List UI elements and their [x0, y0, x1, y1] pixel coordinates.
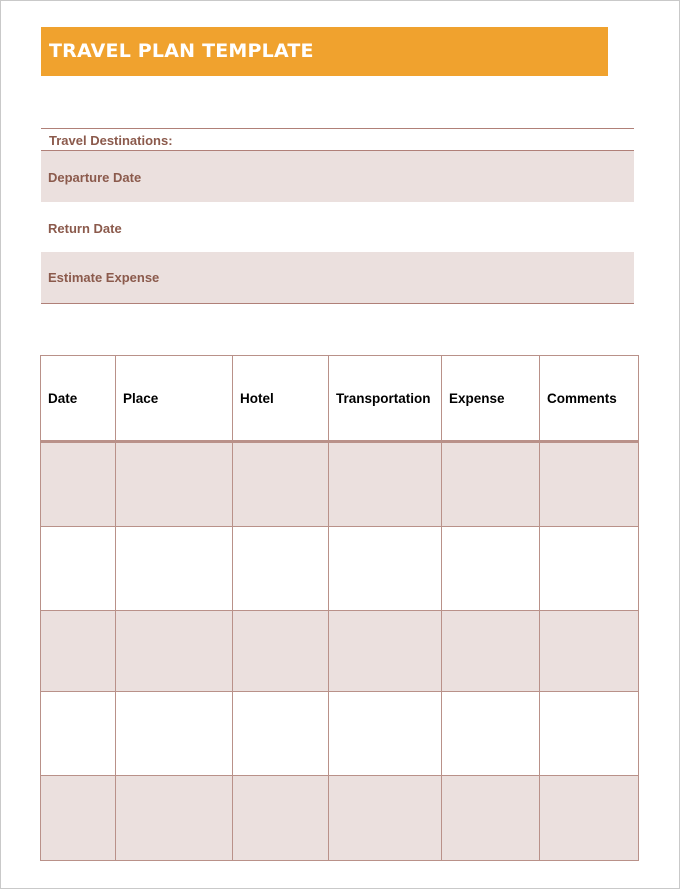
table-cell[interactable]: [41, 442, 116, 527]
column-header-hotel: Hotel: [233, 356, 329, 442]
itinerary-table: [40, 355, 639, 861]
table-row: [41, 776, 639, 861]
page-title: TRAVEL PLAN TEMPLATE: [49, 40, 314, 62]
destinations-label: Travel Destinations:: [49, 133, 173, 148]
destinations-row[interactable]: [41, 129, 634, 151]
table-row: [41, 692, 639, 776]
title-banner: [41, 27, 608, 76]
table-cell[interactable]: [540, 692, 639, 776]
column-header-comments: Comments: [540, 356, 639, 442]
table-row: [41, 442, 639, 527]
table-cell[interactable]: [442, 527, 540, 611]
expense-label: Estimate Expense: [48, 270, 160, 285]
column-header-transportation: Transportation: [329, 356, 442, 442]
table-cell[interactable]: [116, 442, 233, 527]
table-cell[interactable]: [233, 776, 329, 861]
table-cell[interactable]: [41, 611, 116, 692]
table-cell[interactable]: [116, 692, 233, 776]
expense-row[interactable]: [41, 252, 634, 304]
column-header-date: Date: [41, 356, 116, 442]
table-cell[interactable]: [41, 776, 116, 861]
table-cell[interactable]: [233, 692, 329, 776]
table-cell[interactable]: [442, 692, 540, 776]
trip-info-section: [41, 128, 634, 304]
table-cell[interactable]: [116, 527, 233, 611]
return-row[interactable]: [41, 202, 634, 252]
table-cell[interactable]: [41, 692, 116, 776]
table-cell[interactable]: [329, 527, 442, 611]
table-cell[interactable]: [233, 442, 329, 527]
table-cell[interactable]: [233, 611, 329, 692]
column-header-place: Place: [116, 356, 233, 442]
table-cell[interactable]: [540, 527, 639, 611]
return-label: Return Date: [48, 221, 122, 236]
table-cell[interactable]: [329, 442, 442, 527]
table-cell[interactable]: [329, 611, 442, 692]
table-cell[interactable]: [329, 776, 442, 861]
departure-row[interactable]: [41, 151, 634, 202]
table-cell[interactable]: [540, 776, 639, 861]
table-row: [41, 527, 639, 611]
table-cell[interactable]: [540, 611, 639, 692]
table-cell[interactable]: [233, 527, 329, 611]
table-cell[interactable]: [442, 442, 540, 527]
table-cell[interactable]: [116, 611, 233, 692]
table-cell[interactable]: [116, 776, 233, 861]
table-cell[interactable]: [329, 692, 442, 776]
table-header-row: [41, 356, 639, 442]
departure-label: Departure Date: [48, 170, 142, 185]
column-header-expense: Expense: [442, 356, 540, 442]
table-row: [41, 611, 639, 692]
table-cell[interactable]: [540, 442, 639, 527]
table-cell[interactable]: [442, 611, 540, 692]
table-cell[interactable]: [41, 527, 116, 611]
table-cell[interactable]: [442, 776, 540, 861]
